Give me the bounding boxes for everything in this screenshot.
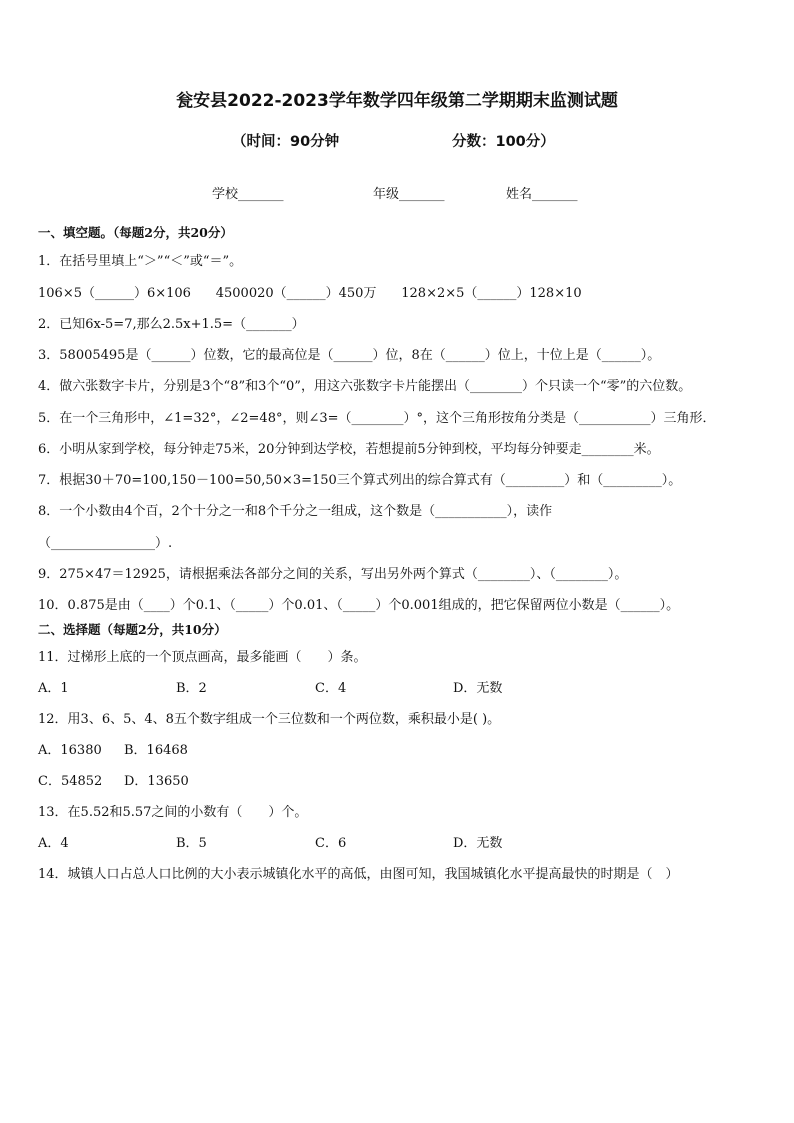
q12-option-b: B．16468 [124, 743, 188, 758]
question-13: 13．在5.52和5.57之间的小数有（ ）个。 [38, 805, 308, 820]
q11-option-d: D．无数 [453, 681, 503, 696]
q13-option-a: A．4 [38, 836, 69, 851]
q11-option-b: B．2 [176, 681, 207, 696]
question-11: 11．过梯形上底的一个顶点画高，最多能画（ ）条。 [38, 650, 367, 665]
q11-option-a: A．1 [38, 681, 69, 696]
question-1-items: 106×5（______）6×106 4500020（______）450万 128×2×5（______）128×10 [38, 286, 582, 301]
exam-time: （时间：90分钟 [232, 134, 340, 150]
name-field: 姓名_______ [506, 187, 578, 202]
q12-option-a: A．16380 [38, 743, 102, 758]
q13-option-d: D．无数 [453, 836, 503, 851]
q12-option-c: C．54852 [38, 774, 103, 789]
question-5: 5．在一个三角形中，∠1=32°，∠2=48°，则∠3=（________）°，这个三角形按角分类是（___________）三角形． [38, 411, 716, 426]
exam-score: 分数：100分） [452, 134, 555, 150]
question-2: 2．已知6x-5=7,那么2.5x+1.5=（_______） [38, 317, 305, 332]
q13-option-b: B．5 [176, 836, 207, 851]
question-4: 4．做六张数字卡片，分别是3个“8”和3个“0”，用这六张数字卡片能摆出（________）个只读一个“零”的六位数。 [38, 379, 692, 394]
question-12: 12．用3、6、5、4、8五个数字组成一个三位数和一个两位数，乘积最小是( )。 [38, 712, 501, 727]
page-title: 瓮安县2022-2023学年数学四年级第二学期期末监测试题 [176, 91, 618, 111]
question-9: 9．275×47＝12925，请根据乘法各部分之间的关系，写出另外两个算式（________）、（________）。 [38, 567, 628, 582]
question-6: 6．小明从家到学校，每分钟走75米，20分钟到达学校，若想提前5分钟到校，平均每分钟要走________米。 [38, 442, 660, 457]
section-fill-in: 一、填空题。（每题2分，共20分） [38, 225, 233, 240]
question-14: 14．城镇人口占总人口比例的大小表示城镇化水平的高低，由图可知，我国城镇化水平提高最快的时期是（ ） [38, 867, 679, 882]
grade-field: 年级_______ [373, 187, 445, 202]
school-field: 学校_______ [212, 187, 284, 202]
question-1: 1．在括号里填上“＞”“＜”或“＝”。 [38, 254, 243, 269]
question-8: 8．一个小数由4个百，2个十分之一和8个千分之一组成，这个数是（___________），读作 [38, 504, 553, 519]
question-7: 7．根据30＋70=100,150－100=50,50×3=150三个算式列出的综合算式有（_________）和（_________）。 [38, 473, 682, 488]
section-multiple-choice: 二、选择题（每题2分，共10分） [38, 622, 227, 637]
question-10: 10．0.875是由（____）个0.1、（_____）个0.01、（_____）个0.001组成的，把它保留两位小数是（______）。 [38, 598, 680, 613]
q11-option-c: C．4 [315, 681, 347, 696]
q12-option-d: D．13650 [124, 774, 189, 789]
q13-option-c: C．6 [315, 836, 347, 851]
question-3: 3．58005495是（______）位数，它的最高位是（______）位，8在（______）位上，十位上是（______）。 [38, 348, 661, 363]
question-8-continued: （________________）. [38, 536, 173, 551]
